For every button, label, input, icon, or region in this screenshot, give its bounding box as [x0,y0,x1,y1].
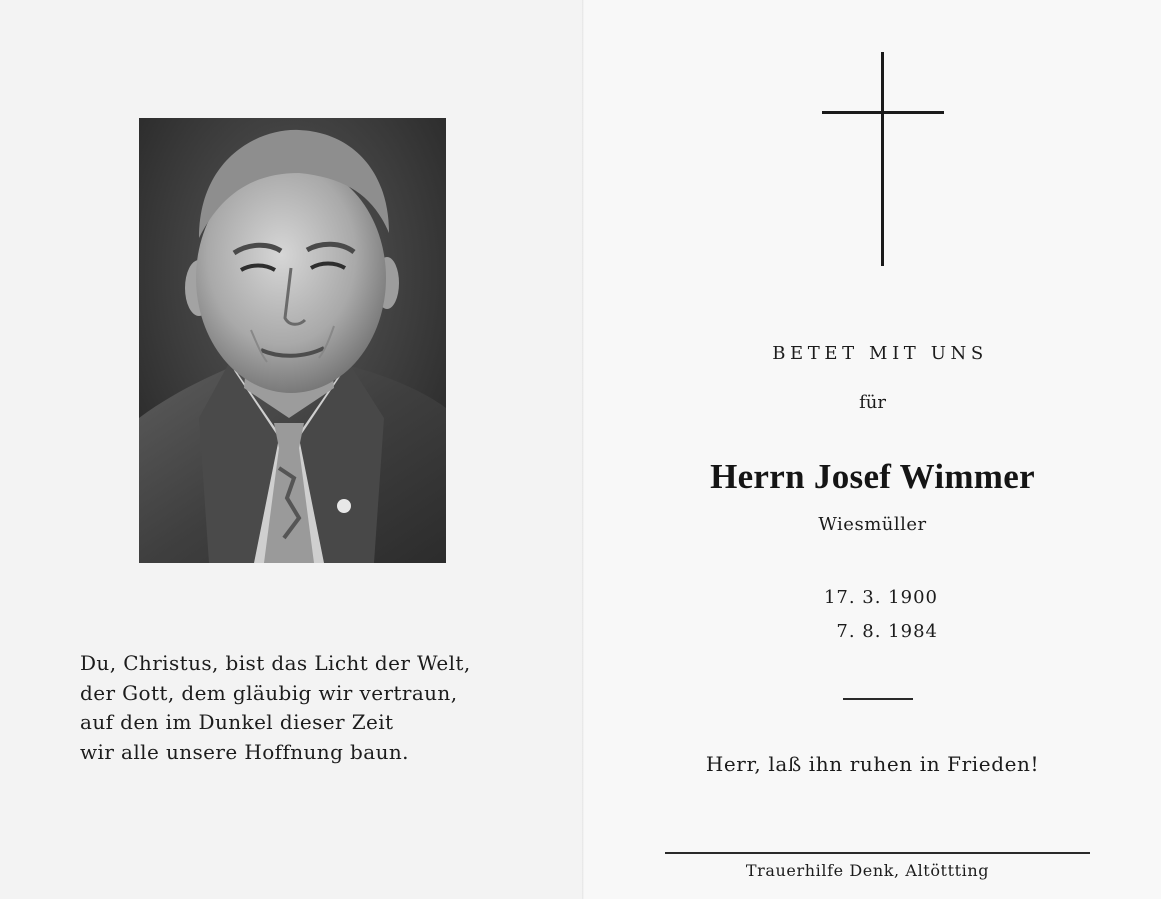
portrait-photo [139,118,446,563]
printer-credit: Trauerhilfe Denk, Altöttting [745,861,990,880]
pray-heading: BETET MIT UNS [772,343,988,364]
for-label: für [859,392,886,413]
closing-prayer: Herr, laß ihn ruhen in Frieden! [705,752,1040,776]
verse-block [80,649,540,767]
occupation: Wiesmüller [818,514,927,535]
divider [843,698,913,700]
deceased-name: Herrn Josef Wimmer [710,457,1035,496]
footer-divider [665,852,1090,854]
verse-line: auf den im Dunkel dieser Zeit [80,710,394,734]
cross-horizontal-bar [822,111,944,114]
birth-date: 17. 3. 1900 [823,587,938,608]
verse-line: der Gott, dem gläubig wir vertraun, [80,680,458,705]
verse-line: wir alle unsere Hoffnung baun. [80,739,409,764]
verse-line: Du, Christus, bist das Licht der Welt, [80,651,471,675]
death-date: 7. 8. 1984 [836,621,938,642]
cross-vertical-bar [881,52,884,266]
